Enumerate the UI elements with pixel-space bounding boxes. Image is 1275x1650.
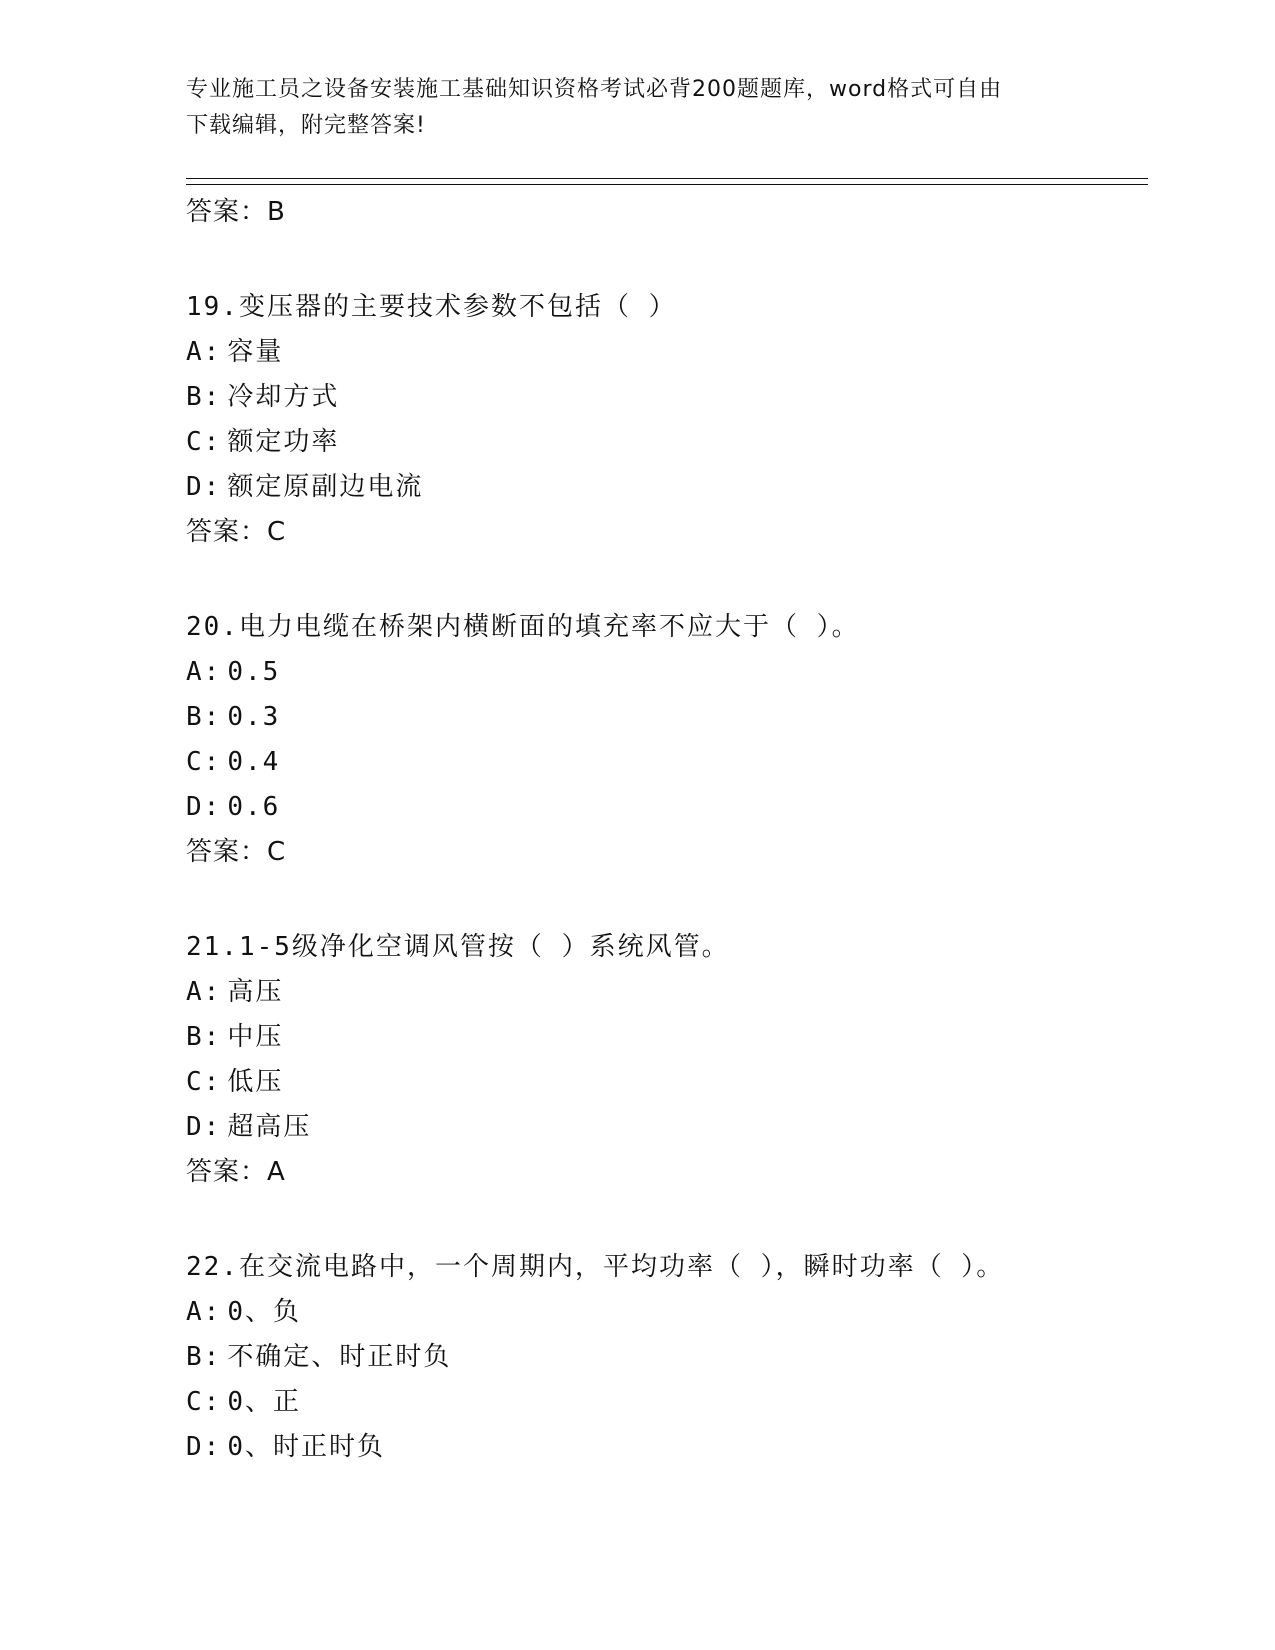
option-text: 0.6 <box>227 792 281 822</box>
option-label: A: <box>186 1297 222 1327</box>
option-row <box>186 970 1146 1015</box>
option-row <box>186 1335 1146 1380</box>
option-row <box>186 740 1146 785</box>
option-text: 0.3 <box>227 702 281 732</box>
option-row <box>186 330 1146 375</box>
option-row <box>186 1015 1146 1060</box>
option-label: C: <box>186 427 222 457</box>
option-label: B: <box>186 1342 222 1372</box>
option-row <box>186 650 1146 695</box>
question-block <box>186 284 1146 554</box>
option-text: 0、负 <box>227 1297 301 1327</box>
option-row <box>186 420 1146 465</box>
question-text: 20.电力电缆在桥架内横断面的填充率不应大于（ ）。 <box>186 612 860 642</box>
option-label: C: <box>186 1067 222 1097</box>
option-text: 容量 <box>227 337 284 367</box>
question-text: 22.在交流电路中，一个周期内，平均功率（ ），瞬时功率（ ）。 <box>186 1252 1005 1282</box>
option-label: D: <box>186 472 222 502</box>
option-row <box>186 695 1146 740</box>
option-label: D: <box>186 792 222 822</box>
option-text: 高压 <box>227 977 284 1007</box>
option-label: A: <box>186 337 222 367</box>
answer-line: 答案：C <box>186 837 287 867</box>
option-row <box>186 465 1146 510</box>
option-row <box>186 1290 1146 1335</box>
answer-line: 答案：C <box>186 517 287 547</box>
question-block <box>186 604 1146 874</box>
answer-line: 答案：A <box>186 1157 286 1187</box>
option-text: 0、时正时负 <box>227 1432 385 1462</box>
option-row <box>186 1425 1146 1470</box>
previous-answer: 答案：B <box>186 197 286 227</box>
question-list <box>186 190 1146 1470</box>
option-row <box>186 375 1146 420</box>
option-label: B: <box>186 702 222 732</box>
option-label: D: <box>186 1112 222 1142</box>
option-text: 额定功率 <box>227 427 340 457</box>
question-block <box>186 1244 1146 1470</box>
header-divider-top <box>186 178 1148 179</box>
header-line-1: 专业施工员之设备安装施工基础知识资格考试必背200题题库，word格式可自由 <box>186 77 1003 102</box>
option-label: C: <box>186 747 222 777</box>
question-text: 21.1-5级净化空调风管按（ ）系统风管。 <box>186 932 730 962</box>
option-row <box>186 1105 1146 1150</box>
option-text: 中压 <box>227 1022 284 1052</box>
option-text: 超高压 <box>227 1112 312 1142</box>
option-label: D: <box>186 1432 222 1462</box>
header-line-2: 下载编辑，附完整答案! <box>186 113 426 138</box>
header-divider-bottom <box>186 184 1148 185</box>
option-label: A: <box>186 657 222 687</box>
option-text: 低压 <box>227 1067 284 1097</box>
option-label: B: <box>186 382 222 412</box>
question-block <box>186 924 1146 1194</box>
option-label: C: <box>186 1387 222 1417</box>
page-header <box>186 72 1076 144</box>
option-text: 不确定、时正时负 <box>227 1342 452 1372</box>
option-label: A: <box>186 977 222 1007</box>
option-label: B: <box>186 1022 222 1052</box>
option-text: 0.5 <box>227 657 281 687</box>
option-row <box>186 785 1146 830</box>
option-row <box>186 1060 1146 1105</box>
option-text: 0、正 <box>227 1387 301 1417</box>
option-text: 冷却方式 <box>227 382 340 412</box>
question-text: 19.变压器的主要技术参数不包括（ ） <box>186 292 677 322</box>
option-text: 0.4 <box>227 747 281 777</box>
option-text: 额定原副边电流 <box>227 472 424 502</box>
option-row <box>186 1380 1146 1425</box>
